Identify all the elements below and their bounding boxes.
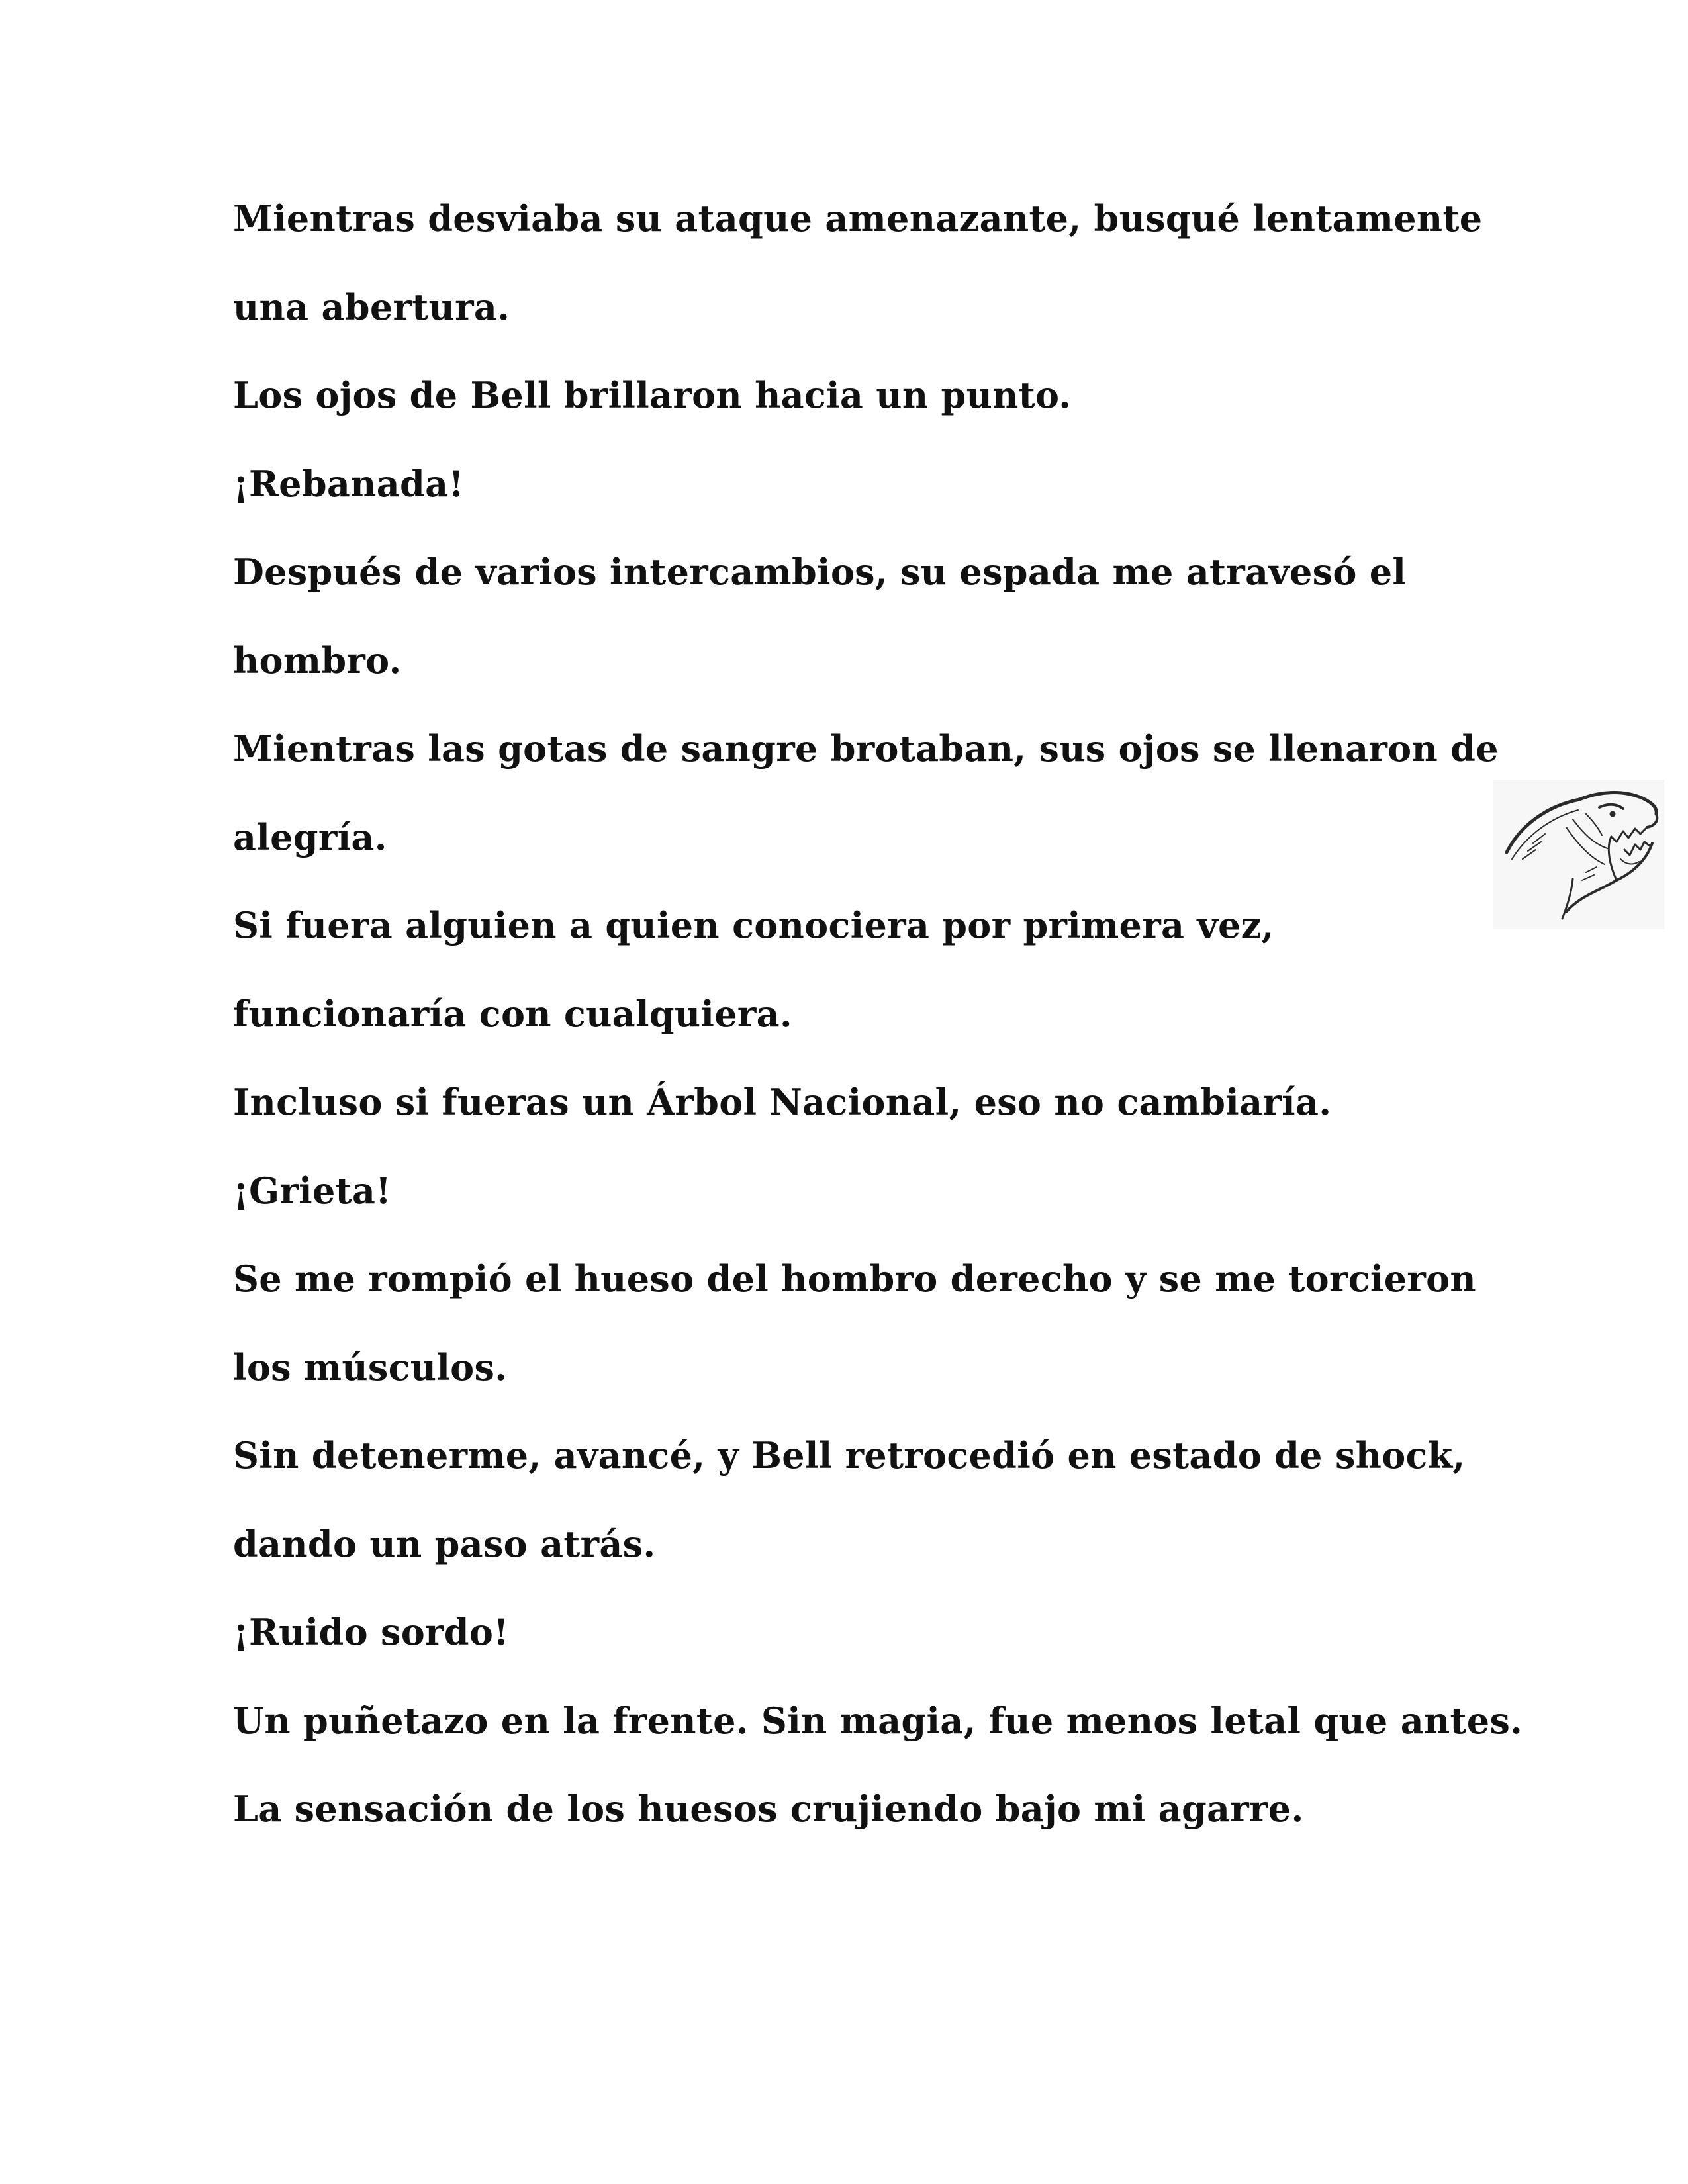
body-text — [233, 192, 1523, 1871]
text-line-6: hombro. — [233, 639, 402, 682]
text-line-14: los músculos. — [233, 1345, 508, 1388]
text-line-2: una abertura. — [233, 285, 510, 328]
text-line-8: alegría. — [233, 815, 387, 858]
text-line-3: Los ojos de Bell brillaron hacia un punto. — [233, 374, 1072, 416]
text-line-4: ¡Rebanada! — [233, 462, 465, 505]
text-line-10: funcionaría con cualquiera. — [233, 992, 792, 1035]
text-line-12: ¡Grieta! — [233, 1169, 392, 1212]
text-line-19: La sensación de los huesos crujiendo bajo mi agarre. — [233, 1788, 1304, 1830]
text-line-15: Sin detenerme, avancé, y Bell retrocedió en estado de shock, — [233, 1434, 1466, 1477]
text-line-7: Mientras las gotas de sangre brotaban, sus ojos se llenaron de — [233, 727, 1499, 770]
text-line-18: Un puñetazo en la frente. Sin magia, fue menos letal que antes. — [233, 1699, 1523, 1742]
text-line-13: Se me rompió el hueso del hombro derecho y se me torcieron — [233, 1257, 1476, 1300]
text-line-11: Incluso si fueras un Árbol Nacional, eso no cambiaría. — [233, 1081, 1332, 1123]
text-line-5: Después de varios intercambios, su espada me atravesó el — [233, 551, 1407, 593]
text-line-16: dando un paso atrás. — [233, 1522, 656, 1565]
text-line-1: Mientras desviaba su ataque amenazante, busqué lentamente — [233, 197, 1483, 240]
text-line-9: Si fuera alguien a quien conociera por primera vez, — [233, 904, 1274, 946]
dinosaur-sketch-icon — [1493, 780, 1664, 929]
text-line-17: ¡Ruido sordo! — [233, 1611, 510, 1653]
